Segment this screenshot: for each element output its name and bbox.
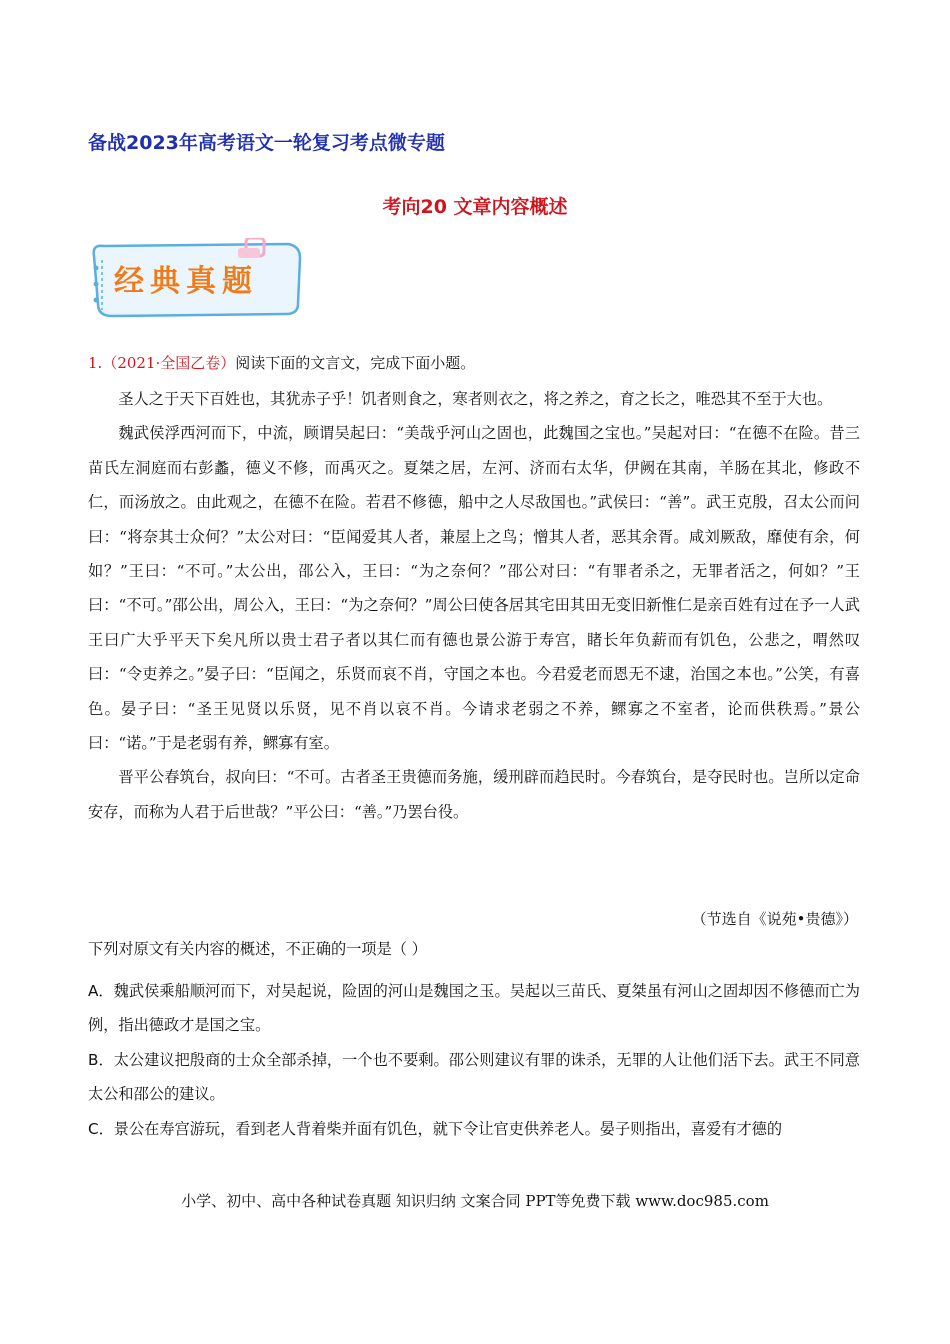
badge-label: 经典真题 xyxy=(114,264,258,299)
question-source: （2021·全国乙卷） xyxy=(102,354,236,372)
passage-paragraph-3: 晋平公春筑台，叔向曰：“不可。古者圣王贵德而务施，缓刑辟而趋民时。今春筑台，是夺民时也。岂所以定命安存，而称为人君于后世哉？”平公曰：“善。”乃罢台役。 xyxy=(88,768,860,821)
question-instruction: 阅读下面的文言文，完成下面小题。 xyxy=(235,354,476,372)
question-number: 1. xyxy=(88,354,103,372)
question-prompt: 下列对原文有关内容的概述，不正确的一项是（ ） xyxy=(88,940,427,958)
page-footer: 小学、初中、高中各种试卷真题 知识归纳 文案合同 PPT等免费下载 www.doc985.com xyxy=(181,1192,769,1210)
passage-paragraph-2: 魏武侯浮西河而下，中流，顾谓吴起曰：“美哉乎河山之固也，此魏国之宝也。”吴起对曰：“在德不在险。昔三苗氏左洞庭而右彭蠡，德义不修，而禹灭之。夏桀之居，左河、济而右太华，伊阙在其南，羊肠在其北，修政不仁，而汤放之。由此观之，在德不在险。若君不修德，船中之人尽敌国也。”武侯曰：“善”。武王克殷，召太公而问曰：“将奈其士众何？”太公对曰：“臣闻爱其人者，兼屋上之鸟；憎其人者，恶其余胥。咸刘厥敌，靡使有余，何如？”王曰：“不可。”太公出，邵公入，王曰：“为之奈何？”邵公对曰：“有罪者杀之，无罪者活之，何如？”王曰：“不可。”邵公出，周公入，王曰：“为之奈何？”周公曰使各居其宅田其田无变旧新惟仁是亲百姓有过在予一人武王曰广大乎平天下矣凡所以贵士君子者以其仁而有德也景公游于寿宫，睹长年负薪而有饥色，公悲之，喟然叹曰：“令吏养之。”晏子曰：“臣闻之，乐贤而哀不肖，守国之本也。今君爱老而恩无不逮，治国之本也。”公笑，有喜色。晏子曰：“圣王见贤以乐贤，见不肖以哀不肖。今请求老弱之不养，鳏寡之不室者，论而供秩焉。”景公曰：“诺。”于是老弱有养，鳏寡有室。 xyxy=(88,424,860,753)
option-a: A．魏武侯乘船顺河而下，对吴起说，险固的河山是魏国之玉。吴起以三苗氏、夏桀虽有河山之固却因不修德而亡为例，指出德政才是国之宝。 xyxy=(88,982,860,1035)
option-c: C．景公在寿宫游玩，看到老人背着柴并面有饥色，就下令让官吏供养老人。晏子则指出，喜爱有才德的 xyxy=(88,1119,783,1138)
classic-exam-badge xyxy=(88,238,306,320)
passage-citation: （节选自《说苑•贵德》） xyxy=(691,910,858,928)
passage xyxy=(88,382,860,829)
passage-paragraph-1: 圣人之于天下百姓也，其犹赤子乎！饥者则食之，寒者则衣之，将之养之，育之长之，唯恐其不至于大也。 xyxy=(118,390,833,408)
doc-title: 备战2023年高考语文一轮复习考点微专题 xyxy=(88,132,445,154)
question-header xyxy=(88,352,475,374)
option-b: B．太公建议把殷商的士众全部杀掉，一个也不要剩。邵公则建议有罪的诛杀，无罪的人让他们活下去。武王不同意太公和邵公的建议。 xyxy=(88,1050,860,1104)
answer-options xyxy=(88,974,860,1146)
section-title: 考向20 文章内容概述 xyxy=(382,196,568,218)
